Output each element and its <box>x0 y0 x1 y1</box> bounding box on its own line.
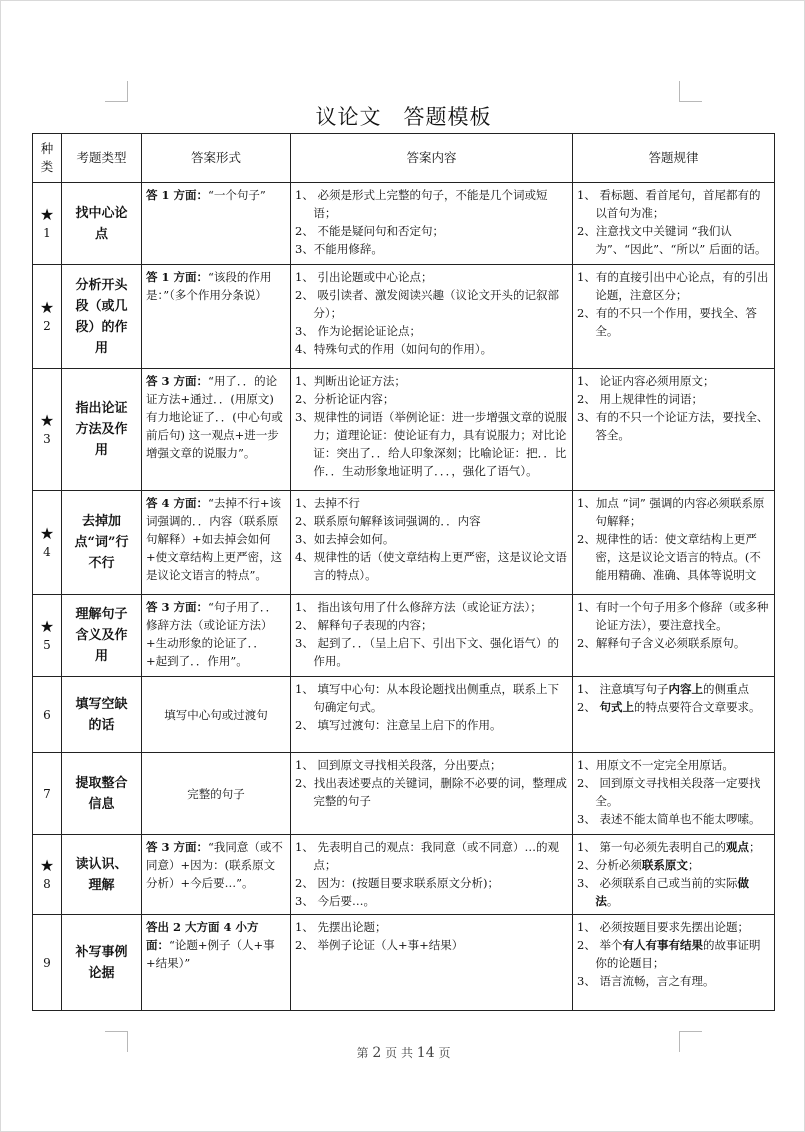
row-number: 8 <box>43 876 51 891</box>
question-type-cell: 读认识、理解 <box>62 835 142 915</box>
rule-line: 2、 用上规律性的词语； <box>577 392 703 406</box>
answer-form-cell <box>142 183 291 265</box>
row-kind-cell <box>33 369 62 491</box>
star-icon: ★ <box>39 523 55 543</box>
rule-line: 1、有的直接引出中心论点，有的引出论题，注意区分； <box>577 270 769 302</box>
row-number: 5 <box>43 637 51 652</box>
answer-form-cell <box>142 265 291 369</box>
answer-form-text: 填写中心句或过渡句 <box>164 707 268 722</box>
answer-rule-cell <box>573 677 775 753</box>
content-line: 2、 举例子论证（人+事+结果） <box>295 938 464 952</box>
rule-line: 2、分析必须联系原文； <box>577 858 700 872</box>
question-type-cell: 理解句子含义及作用 <box>62 595 142 677</box>
rule-line: 3、 语言流畅，言之有理。 <box>577 974 715 988</box>
footer-page-number: 2 <box>372 1045 382 1061</box>
content-line: 2、 吸引读者、激发阅读兴趣（议论文开头的记叙部分）； <box>295 288 559 320</box>
content-line: 3、 今后要…。 <box>295 894 375 908</box>
row-kind-cell <box>33 595 62 677</box>
content-line: 1、 先表明自己的观点：我同意（或不同意）…的观点； <box>295 840 559 872</box>
answer-form-head: 答 1 方面： <box>146 188 209 202</box>
content-line: 3、不能用修辞。 <box>295 242 383 256</box>
page-title: 议论文 答题模板 <box>315 105 492 129</box>
content-line: 1、 回到原文寻找相关段落，分出要点； <box>295 758 502 772</box>
rule-line: 2、解释句子含义必须联系原句。 <box>577 636 746 650</box>
answer-form-text: “用了．．的论证方法+通过．．(用原文) 有力地论证了．．(中心句或前后句) 这一观点+进一步增强文章的说服力”。 <box>146 374 283 460</box>
star-icon: ★ <box>39 410 55 430</box>
answer-form-cell <box>142 753 291 835</box>
answer-template-table <box>32 133 775 1011</box>
answer-form-cell <box>142 677 291 753</box>
content-line: 3、如去掉会如何。 <box>295 532 395 546</box>
star-icon: ★ <box>39 616 55 636</box>
rule-line: 2、 举个有人有事有结果的故事证明你的论题目； <box>577 938 761 970</box>
row-number: 7 <box>43 786 51 801</box>
answer-rule-cell <box>573 595 775 677</box>
header-rule: 答题规律 <box>573 134 775 183</box>
question-type-cell: 补写事例论据 <box>62 915 142 1011</box>
footer-total-pages: 14 <box>416 1045 435 1061</box>
row-kind-cell <box>33 677 62 753</box>
answer-rule-cell <box>573 491 775 595</box>
table-row <box>33 265 775 369</box>
table-row <box>33 183 775 265</box>
star-icon: ★ <box>39 297 55 317</box>
answer-form-head: 答 3 方面： <box>146 600 209 614</box>
row-number: 6 <box>43 707 51 722</box>
corner-mark-top-right <box>679 81 702 102</box>
table-row <box>33 369 775 491</box>
table-row <box>33 677 775 753</box>
answer-form-text: “一个句子” <box>208 188 266 202</box>
content-line: 3、 作为论据论证论点； <box>295 324 421 338</box>
question-type-cell: 找中心论点 <box>62 183 142 265</box>
question-type-cell: 提取整合信息 <box>62 753 142 835</box>
answer-form-text: “我同意（或不同意）+因为：(联系原文分析）+今后要…”。 <box>146 840 283 890</box>
answer-rule-cell <box>573 369 775 491</box>
footer-prefix: 第 <box>356 1046 369 1060</box>
answer-rule-cell <box>573 183 775 265</box>
content-line: 2、联系原句解释该词强调的．．内容 <box>295 514 481 528</box>
answer-form-text: 完整的句子 <box>187 786 245 801</box>
content-line: 4、特殊句式的作用（如问句的作用）。 <box>295 342 493 356</box>
answer-content-cell <box>291 265 573 369</box>
content-line: 4、规律性的话（使文章结构上更严密，这是议论文语言的特点）。 <box>295 550 567 582</box>
table-row <box>33 753 775 835</box>
answer-content-cell <box>291 753 573 835</box>
table-row <box>33 595 775 677</box>
rule-line: 1、 注意填写句子内容上的侧重点 <box>577 682 749 696</box>
row-number: 1 <box>43 225 51 240</box>
row-number: 3 <box>43 431 51 446</box>
content-line: 2、 解释句子表现的内容； <box>295 618 433 632</box>
answer-content-cell <box>291 183 573 265</box>
rule-line: 3、 必须联系自己或当前的实际做法。 <box>577 876 749 908</box>
answer-form-text: “句子用了．．修辞方法（或论证方法）+生动形象的论证了．．+起到了．．作用”。 <box>146 600 278 668</box>
page-footer <box>1 1044 805 1061</box>
rule-line: 1、加点 “词” 强调的内容必须联系原句解释； <box>577 496 765 528</box>
question-type-cell: 填写空缺的话 <box>62 677 142 753</box>
header-kind: 种类 <box>33 134 62 183</box>
content-line: 1、 引出论题或中心论点； <box>295 270 433 284</box>
question-type-cell: 去掉加点“词”行不行 <box>62 491 142 595</box>
answer-content-cell <box>291 677 573 753</box>
answer-form-text: “去掉不行+该词强调的．．内容（联系原句解释）+如去掉会如何+使文章结构上更严密，这是议论文语言的特点”。 <box>146 496 283 582</box>
answer-rule-cell <box>573 753 775 835</box>
rule-line: 1、 论证内容必须用原文； <box>577 374 715 388</box>
question-type-cell: 指出论证方法及作用 <box>62 369 142 491</box>
row-kind-cell <box>33 183 62 265</box>
answer-rule-cell <box>573 265 775 369</box>
rule-line: 1、 看标题、看首尾句，首尾都有的以首句为准； <box>577 188 761 220</box>
rule-line: 2、注意找文中关键词 “我们认为”、“因此”、“所以” 后面的话。 <box>577 224 767 256</box>
row-number: 4 <box>43 544 51 559</box>
answer-form-cell <box>142 915 291 1011</box>
content-line: 2、 因为：(按题目要求联系原文分析)； <box>295 876 499 890</box>
answer-form-text: “论题+例子（人+事+结果）” <box>146 938 275 970</box>
footer-suffix: 页 <box>438 1046 451 1060</box>
answer-form-head: 答 3 方面： <box>146 840 209 854</box>
content-line: 3、 起到了．．（呈上启下、引出下文、强化语气）的作用。 <box>295 636 559 668</box>
content-line: 1、 必须是形式上完整的句子，不能是几个词或短语； <box>295 188 548 220</box>
question-type-cell: 分析开头段（或几段）的作用 <box>62 265 142 369</box>
rule-line: 1、 必须按题目要求先摆出论题； <box>577 920 749 934</box>
row-number: 2 <box>43 318 51 333</box>
content-line: 1、判断出论证方法； <box>295 374 406 388</box>
content-line: 1、 先摆出论题； <box>295 920 387 934</box>
row-number: 9 <box>43 955 51 970</box>
table-row <box>33 835 775 915</box>
content-line: 2、找出表述要点的关键词，删除不必要的词，整理成完整的句子 <box>295 776 567 808</box>
answer-content-cell <box>291 491 573 595</box>
content-line: 2、分析论证内容； <box>295 392 395 406</box>
star-icon: ★ <box>39 855 55 875</box>
rule-line: 2、有的不只一个作用，要找全、答全。 <box>577 306 757 338</box>
answer-rule-cell <box>573 835 775 915</box>
header-type: 考题类型 <box>62 134 142 183</box>
answer-content-cell <box>291 835 573 915</box>
rule-line: 1、 第一句必须先表明自己的观点； <box>577 840 761 854</box>
rule-line: 3、有的不只一个论证方法，要找全、答全。 <box>577 410 769 442</box>
answer-content-cell <box>291 595 573 677</box>
rule-line: 1、用原文不一定完全用原话。 <box>577 758 734 772</box>
answer-form-cell <box>142 369 291 491</box>
content-line: 2、 填写过渡句：注意呈上启下的作用。 <box>295 718 502 732</box>
header-form: 答案形式 <box>142 134 291 183</box>
answer-form-head: 答出 2 大方面 4 小方面： <box>146 920 259 952</box>
answer-form-cell <box>142 491 291 595</box>
row-kind-cell <box>33 915 62 1011</box>
content-line: 1、去掉不行 <box>295 496 360 510</box>
footer-middle: 页 共 <box>385 1046 413 1060</box>
content-line: 1、 填写中心句：从本段论题找出侧重点，联系上下句确定句式。 <box>295 682 559 714</box>
rule-line: 3、 表述不能太简单也不能太啰嗦。 <box>577 812 761 826</box>
table-row <box>33 915 775 1011</box>
star-icon: ★ <box>39 204 55 224</box>
answer-rule-cell <box>573 915 775 1011</box>
content-line: 3、规律性的词语（举例论证：进一步增强文章的说服力；道理论证：使论证有力，具有说服力；对比论证：突出了．．给人印象深刻；比喻论证：把．．比作．．生动形象地证明了．．．，强化了语气）。 <box>295 410 567 478</box>
rule-line: 2、 回到原文寻找相关段落一定要找全。 <box>577 776 761 808</box>
content-line: 1、 指出该句用了什么修辞方法（或论证方法）； <box>295 600 542 614</box>
answer-form-cell <box>142 595 291 677</box>
corner-mark-top-left <box>105 81 128 102</box>
row-kind-cell <box>33 753 62 835</box>
row-kind-cell <box>33 835 62 915</box>
header-content: 答案内容 <box>291 134 573 183</box>
content-line: 2、 不能是疑问句和否定句； <box>295 224 444 238</box>
table-header-row <box>33 134 775 183</box>
rule-line: 1、有时一个句子用多个修辞（或多种论证方法），要注意找全。 <box>577 600 769 632</box>
answer-form-text: “该段的作用是：”（多个作用分条说） <box>146 270 272 302</box>
answer-form-cell <box>142 835 291 915</box>
row-kind-cell <box>33 491 62 595</box>
answer-content-cell <box>291 369 573 491</box>
answer-form-head: 答 1 方面： <box>146 270 209 284</box>
answer-form-head: 答 4 方面： <box>146 496 209 510</box>
rule-line: 2、规律性的话：使文章结构上更严密，这是议论文语言的特点。(不能用精确、准确、具体等说明文 <box>577 532 761 582</box>
answer-content-cell <box>291 915 573 1011</box>
answer-form-head: 答 3 方面： <box>146 374 209 388</box>
table-row <box>33 491 775 595</box>
row-kind-cell <box>33 265 62 369</box>
rule-line: 2、 句式上的特点要符合文章要求。 <box>577 700 761 714</box>
